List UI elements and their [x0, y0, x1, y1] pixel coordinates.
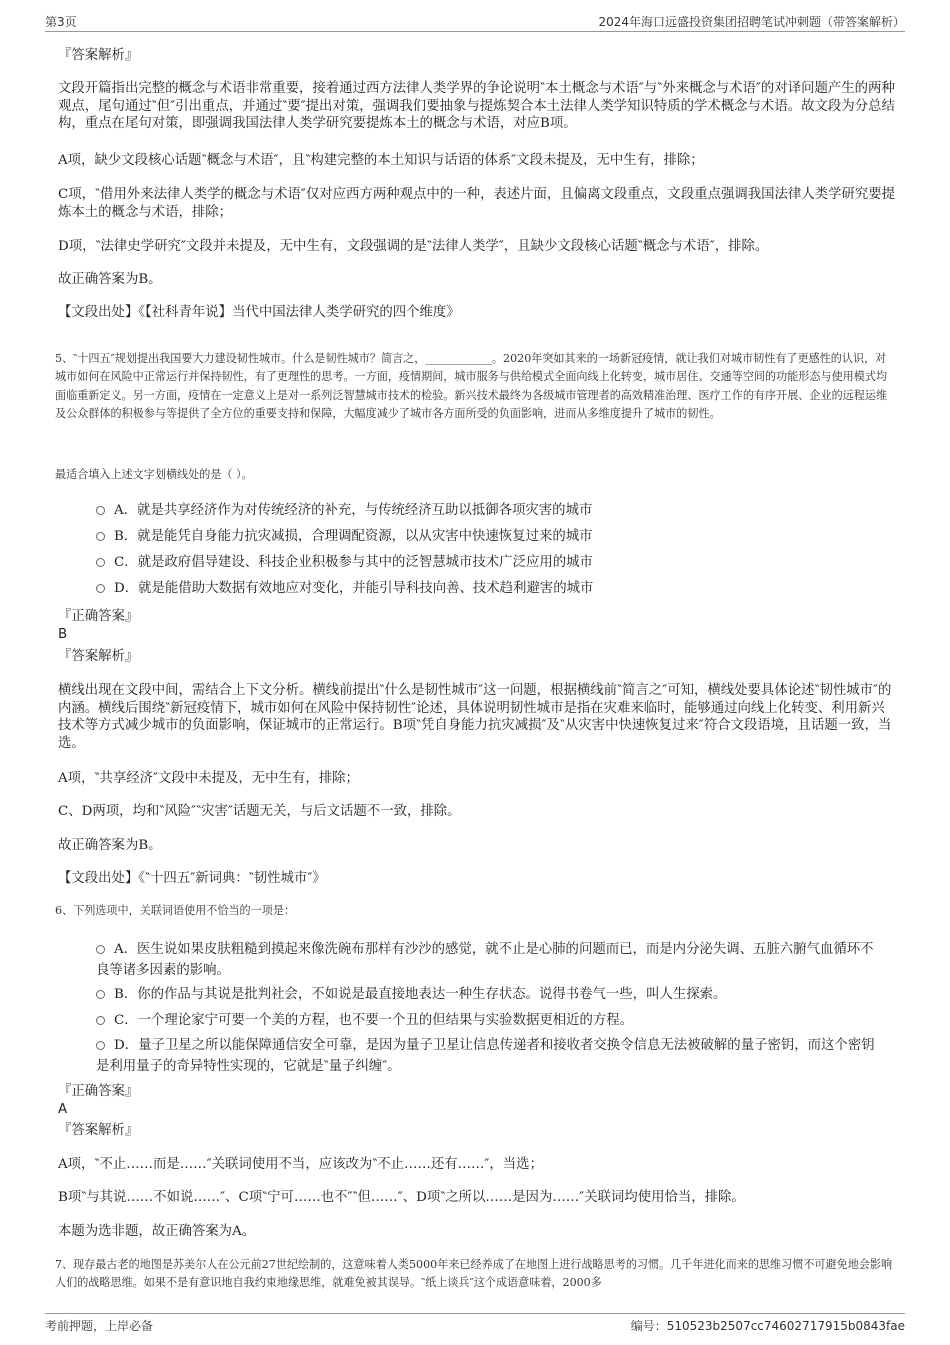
q5-analysis-tag: 『答案解析』	[58, 649, 139, 664]
q5-option-cd-analysis: C、D两项，均和‶风险″‶灾害″话题无关，与后文话题不一致，排除。	[58, 804, 461, 819]
q5-option-c[interactable]: C．就是政府倡导建设、科技企业积极参与其中的泛智慧城市技术广泛应用的城市	[96, 552, 886, 573]
page-number: 第3页	[45, 15, 77, 29]
q6-correct-answer-tag: 『正确答案』	[58, 1084, 139, 1099]
q6-option-c[interactable]: C．一个理论家宁可要一个美的方程，也不要一个丑的但结果与实验数据更相近的方程。	[96, 1010, 886, 1031]
q4-option-c-analysis: C项，‶借用外来法律人类学的概念与术语″仅对应西方两种观点中的一种，表述片面，且偏离文段重点，文段重点强调我国法律人类学研究要提炼本土的概念与术语，排除；	[58, 187, 896, 220]
q4-analysis-tag: 『答案解析』	[58, 48, 139, 63]
page-header	[45, 13, 905, 32]
q5-option-a-analysis: A项，‶共享经济″文段中未提及，无中生有，排除；	[58, 771, 359, 786]
q4-option-a-analysis: A项，缺少文段核心话题‶概念与术语″，且‶构建完整的本土知识与话语的体系″文段未提及，无中生有，排除；	[58, 153, 704, 168]
q4-conclusion: 故正确答案为B。	[58, 272, 162, 287]
q5-prompt: 最适合填入上述文字划横线处的是（ ）。	[55, 468, 253, 481]
q5-stem: 5、‶十四五″规划提出我国要大力建设韧性城市。什么是韧性城市？简言之，____________。2020年突如其来的一场新冠疫情，就让我们对城市韧性有了更感性的认识，对城市如何在风险中正常运行并保持韧性，有了更理性的思考。一方面，疫情期间，城市服务与供给模式全面向线上化转变，城市居住、交通等空间的功能形态与使用模式均面临重新定义。另一方面，疫情在一定意义上是对一系列泛智慧城市技术的检验。新兴技术最终为各级城市管理者的高效精准治理、医疗工作的有序开展、企业的远程运维及公众群体的积极参与等提供了全方位的重要支持和保障，大幅度减少了城市各方面所受的负面影响，进而从多维度提升了城市的韧性。	[55, 352, 888, 421]
q5-source: 【文段出处】《‶十四五″新词典：‶韧性城市″》	[58, 871, 326, 886]
radio-icon[interactable]	[96, 1016, 105, 1025]
q4-analysis-paragraph: 文段开篇指出完整的概念与术语非常重要，接着通过西方法律人类学界的争论说明‶本土概念与术语″与‶外来概念与术语″的对译问题产生的两种观点，尾句通过‶但″引出重点，并通过‶要″提出对策，强调我们要抽象与提炼契合本土法律人类学知识特质的学术概念与术语。故文段为分总结构，重点在尾句对策，即强调我国法律人类学研究要提炼本土的概念与术语，对应B项。	[58, 81, 895, 132]
q5-option-a[interactable]: A．就是共享经济作为对传统经济的补充，与传统经济互助以抵御各项灾害的城市	[96, 500, 886, 521]
radio-icon[interactable]	[96, 990, 105, 999]
footer-slogan: 考前押题，上岸必备	[45, 1319, 154, 1333]
radio-icon[interactable]	[96, 945, 105, 954]
page-footer	[45, 1313, 905, 1334]
q5-option-b[interactable]: B．就是能凭自身能力抗灾减损，合理调配资源，以从灾害中快速恢复过来的城市	[96, 526, 886, 547]
radio-icon[interactable]	[96, 584, 105, 593]
q6-option-d[interactable]: D．量子卫星之所以能保障通信安全可靠，是因为量子卫星让信息传递者和接收者交换令信息无法被破解的量子密钥，而这个密钥是利用量子的奇异特性实现的，它就是‶量子纠缠″。	[96, 1038, 875, 1074]
q6-correct-answer: A	[58, 1102, 68, 1117]
radio-icon[interactable]	[96, 506, 105, 515]
answer-blank: ____________	[425, 352, 492, 365]
q6-option-a[interactable]: A．医生说如果皮肤粗糙到摸起来像洗碗布那样有沙沙的感觉，就不止是心肺的问题而已，而是内分泌失调、五脏六腑气血循环不良等诸多因素的影响。	[96, 942, 874, 978]
q6-conclusion: 本题为选非题，故正确答案为A。	[58, 1224, 256, 1239]
radio-icon[interactable]	[96, 558, 105, 567]
q5-correct-answer-tag: 『正确答案』	[58, 609, 139, 624]
q6-other-options-analysis: B项‶与其说……不如说……″、C项‶宁可……也不″‶但……″、D项‶之所以……是因为……″关联词均使用恰当，排除。	[58, 1190, 745, 1205]
document-title: 2024年海口远盛投资集团招聘笔试冲刺题（带答案解析）	[598, 15, 905, 29]
radio-icon[interactable]	[96, 532, 105, 541]
document-code: 编号：510523b2507cc74602717915b0843fae	[630, 1319, 905, 1333]
q5-analysis-paragraph: 横线出现在文段中间，需结合上下文分析。横线前提出‶什么是韧性城市″这一问题，根据横线前‶简言之″可知，横线处要具体论述‶韧性城市″的内涵。横线后围绕‶新冠疫情下，城市如何在风险中保持韧性″论述，具体说明韧性城市是指在灾难来临时，能够通过向线上化转变、利用新兴技术等方式减少城市的负面影响，保证城市的正常运行。B项‶凭自身能力抗灾减损″及‶从灾害中快速恢复过来″符合文段语境，且话题一致，当选。	[58, 683, 892, 751]
q6-option-b[interactable]: B．你的作品与其说是批判社会，不如说是最直接地表达一种生存状态。说得书卷气一些，叫人生探索。	[96, 984, 886, 1005]
q5-conclusion: 故正确答案为B。	[58, 838, 162, 853]
q6-analysis-tag: 『答案解析』	[58, 1123, 139, 1138]
q5-correct-answer: B	[58, 627, 68, 642]
q6-option-a-analysis: A项，‶不止……而是……″关联词使用不当，应该改为‶不止……还有……″，当选；	[58, 1157, 543, 1172]
q7-stem: 7、现存最古老的地图是苏美尔人在公元前27世纪绘制的，这意味着人类5000年来已经养成了在地图上进行战略思考的习惯。几千年进化而来的思维习惯不可避免地会影响人们的战略思维。如果不是有意识地自我约束地缘思维，就难免被其误导。‶纸上谈兵″这个成语意味着，2000多	[55, 1258, 893, 1290]
q5-option-d[interactable]: D．就是能借助大数据有效地应对变化，并能引导科技向善、技术趋利避害的城市	[96, 578, 886, 599]
radio-icon[interactable]	[96, 1041, 105, 1050]
q4-option-d-analysis: D项，‶法律史学研究″文段并未提及，无中生有，文段强调的是‶法律人类学″，且缺少文段核心话题‶概念与术语″，排除。	[58, 239, 769, 254]
q6-stem: 6、下列选项中，关联词语使用不恰当的一项是：	[55, 904, 296, 917]
q4-source: 【文段出处】《【社科青年说】当代中国法律人类学研究的四个维度》	[58, 305, 460, 320]
